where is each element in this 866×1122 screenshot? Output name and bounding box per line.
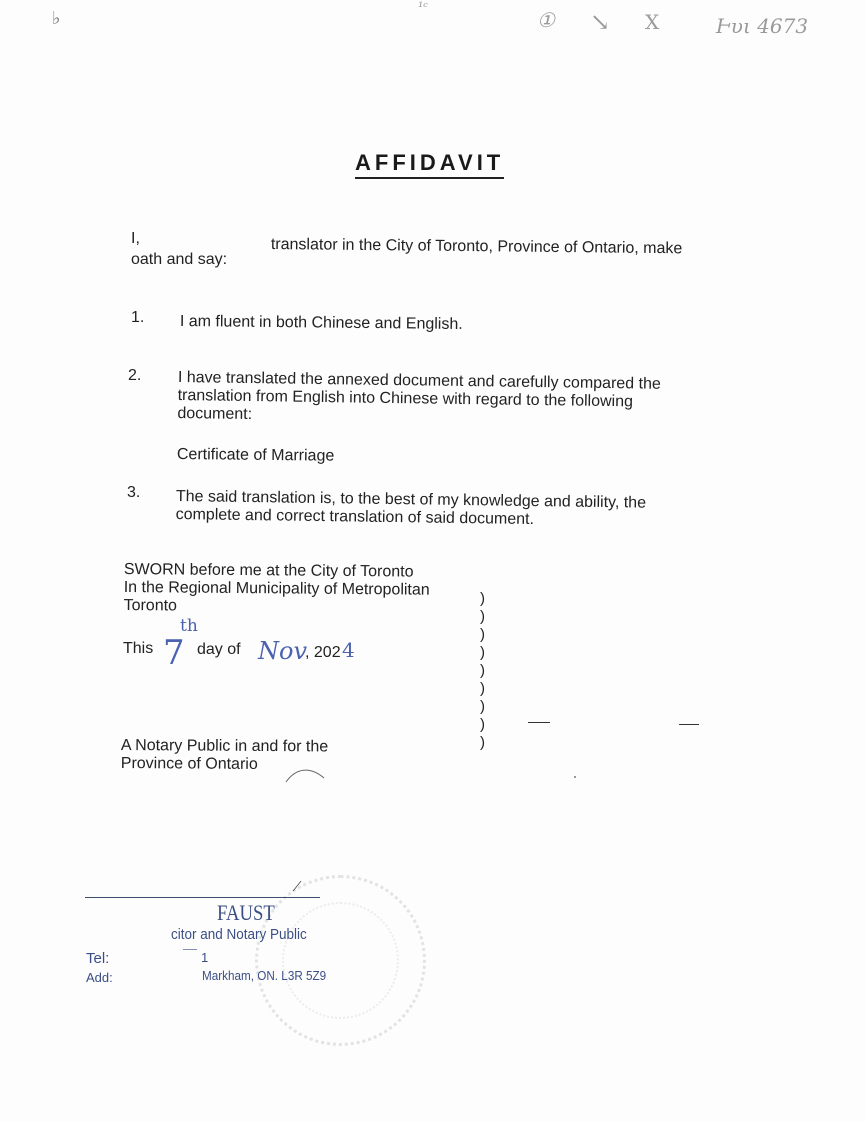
handwritten-x-mark: X: [645, 10, 660, 34]
circled-number-mark: ①: [537, 8, 555, 32]
tel-label: Tel:: [86, 950, 110, 967]
stamp-signature-line: [85, 897, 320, 898]
year-prefix: , 202: [305, 644, 341, 661]
item-2-number: 2.: [128, 367, 142, 384]
item-2-line: document:: [177, 404, 253, 424]
item-1-number: 1.: [131, 309, 145, 326]
item-2-line: I have translated the annexed document and carefully compared the: [177, 369, 661, 393]
corner-mark: ♭: [52, 8, 61, 29]
handwritten-day: 7: [163, 633, 185, 673]
item-2-text: [177, 369, 661, 430]
bracket: ): [480, 644, 485, 661]
address-label: Add:: [86, 970, 113, 985]
handwritten-day-suffix: th: [180, 616, 198, 636]
intro-pronoun: I,: [131, 230, 140, 247]
tel-dash: [183, 949, 197, 950]
intro-line-1: translator in the City of Toronto, Province of Ontario, make: [270, 236, 683, 258]
handwritten-month: Nov: [258, 637, 308, 665]
intro-line-2: oath and say:: [131, 251, 228, 268]
address-value: Markham, ON. L3R 5Z9: [202, 968, 327, 983]
handwritten-reference-number: Ͱυι 4673: [716, 14, 809, 38]
document-name: Certificate of Marriage: [176, 446, 335, 465]
item-3-line: The said translation is, to the best of my knowledge and ability, the: [175, 488, 647, 512]
speck: [574, 776, 576, 778]
top-center-mark: ¹ᶜ: [418, 0, 428, 15]
notary-line: Province of Ontario: [120, 754, 258, 773]
bracket: ): [480, 716, 485, 733]
item-3-text: [175, 488, 646, 531]
item-1-text: I am fluent in both Chinese and English.: [179, 313, 463, 333]
notary-title: citor and Notary Public: [171, 926, 307, 943]
bracket-column: [480, 590, 485, 752]
jurat-block: [124, 561, 430, 618]
bracket: ): [480, 626, 485, 643]
bracket: ): [480, 590, 485, 607]
item-3-number: 3.: [127, 484, 141, 501]
signature-line-left: [528, 722, 550, 723]
document-title: AFFIDAVIT: [355, 150, 504, 179]
bracket: ): [480, 698, 485, 715]
this-label: This: [123, 640, 154, 657]
tel-value: 1: [201, 950, 209, 965]
jurat-line: SWORN before me at the City of Toronto: [123, 561, 414, 581]
item-3-line: complete and correct translation of said document.: [175, 505, 535, 529]
bracket: ): [480, 734, 485, 751]
notary-seal: [255, 875, 426, 1046]
notary-name: FAUST: [217, 900, 275, 925]
notary-line: A Notary Public in and for the: [120, 737, 329, 756]
signature-line-right: [679, 724, 699, 725]
handwritten-mark: ↘: [590, 8, 611, 36]
signature-tick: ⁄: [296, 880, 299, 895]
bracket: ): [480, 608, 485, 625]
day-of-label: day of: [197, 641, 241, 658]
signature-flourish: [284, 764, 328, 786]
bracket: ): [480, 680, 485, 697]
jurat-line: In the Regional Municipality of Metropolitan: [123, 578, 430, 599]
jurat-line: Toronto: [123, 596, 178, 615]
bracket: ): [480, 662, 485, 679]
item-2-line: translation from English into Chinese with regard to the following: [177, 386, 634, 411]
handwritten-year-digit: 4: [342, 638, 355, 662]
